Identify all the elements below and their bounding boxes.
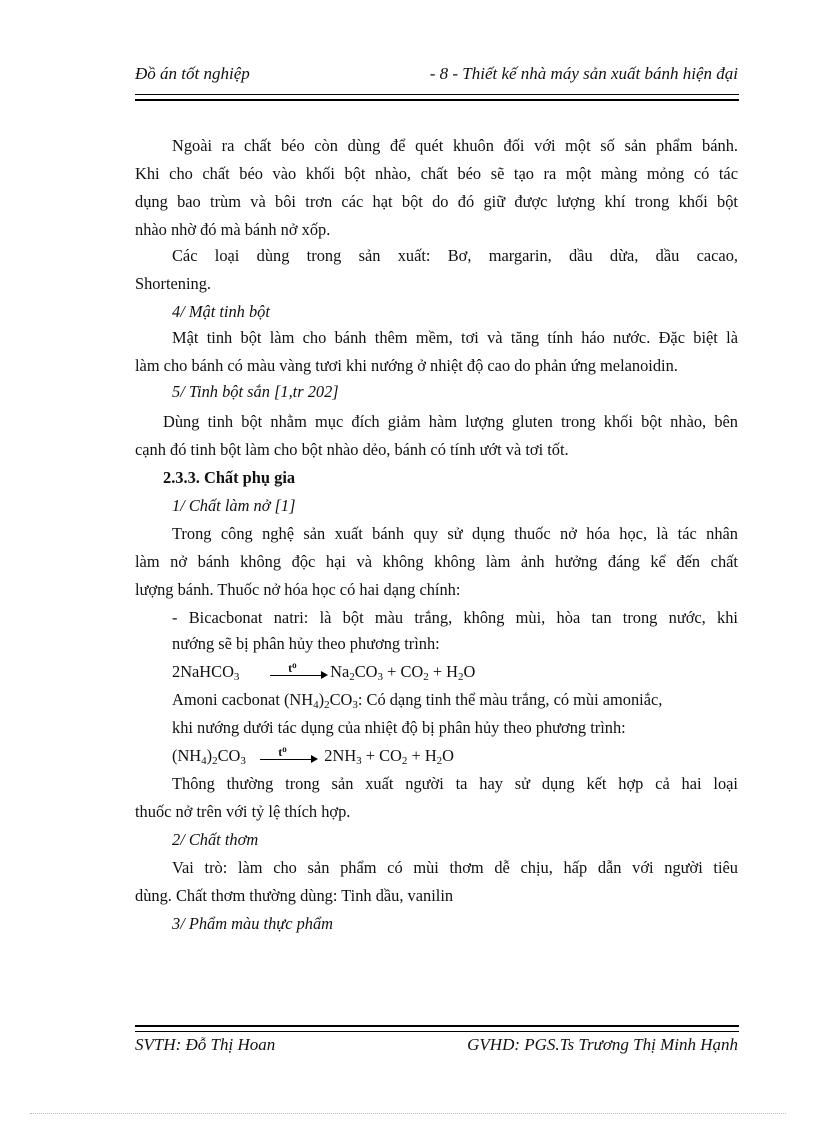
subheading-2: 2/ Chất thơm: [172, 830, 259, 849]
header-right: - 8 - Thiết kế nhà máy sản xuất bánh hiện đại: [429, 64, 738, 83]
header-rule: [135, 94, 739, 101]
paragraph-line: nướng sẽ bị phân hủy theo phương trình:: [172, 634, 440, 653]
paragraph-line: cạnh đó tinh bột làm cho bột nhào dẻo, bánh có tính ướt và tơi tốt.: [135, 440, 569, 459]
paragraph-line: nhào nhờ đó mà bánh nở xốp.: [135, 220, 331, 239]
equation-1: 2NaHCO$_3$ $t^o$ $Na_2CO_3 + CO_2 + H_2O$: [172, 660, 476, 683]
footer-right: GVHD: PGS.Ts Trương Thị Minh Hạnh: [467, 1035, 738, 1054]
paragraph-line: Vai trò: làm cho sản phẩm có mùi thơm dễ chịu, hấp dẫn với người tiêu: [172, 858, 738, 877]
subheading-1: 1/ Chất làm nở [1]: [172, 496, 296, 515]
paragraph-line: Ngoài ra chất béo còn dùng để quét khuôn đối với một số sản phẩm bánh.: [172, 136, 738, 155]
paragraph-line: khi nướng dưới tác dụng của nhiệt độ bị phân hủy theo phương trình:: [172, 718, 626, 737]
paragraph-line: làm nở bánh không độc hại và không không làm ảnh hưởng đáng kể đến chất: [135, 552, 738, 571]
paragraph-line: thuốc nở trên với tỷ lệ thích hợp.: [135, 802, 351, 821]
subheading-5: 5/ Tinh bột sắn [1,tr 202]: [172, 382, 339, 401]
paragraph-line: lượng bánh. Thuốc nở hóa học có hai dạng chính:: [135, 580, 461, 599]
paragraph-line: Trong công nghệ sản xuất bánh quy sử dụng thuốc nở hóa học, là tác nhân: [172, 524, 738, 543]
section-heading: 2.3.3. Chất phụ gia: [163, 468, 296, 487]
footer-left: SVTH: Đỗ Thị Hoan: [135, 1035, 276, 1054]
reaction-arrow: $t^o$: [260, 750, 318, 764]
paragraph-line: Amoni cacbonat $(NH_4)_2CO_3$: Có dạng tinh thể màu trắng, có mùi amoniắc,: [172, 690, 663, 711]
paragraph-line: làm cho bánh có màu vàng tươi khi nướng ở nhiệt độ cao do phản ứng melanoidin.: [135, 356, 678, 375]
paragraph-line: dụng bao trùm và bôi trơn các hạt bột do đó giữ được lượng khí trong khối bột: [135, 192, 738, 211]
footer-rule: [135, 1025, 739, 1032]
header-left: Đồ án tốt nghiệp: [135, 64, 250, 83]
paragraph-line: Thông thường trong sản xuất người ta hay sử dụng kết hợp cả hai loại: [172, 774, 738, 793]
subheading-3: 3/ Phẩm màu thực phẩm: [172, 914, 333, 933]
paragraph-line: dùng. Chất thơm thường dùng: Tinh dầu, vanilin: [135, 886, 454, 905]
paragraph-line: Shortening.: [135, 274, 212, 293]
page-edge-divider: [30, 1113, 786, 1114]
subheading-4: 4/ Mật tinh bột: [172, 302, 270, 321]
paragraph-line: - Bicacbonat natri: là bột màu trắng, không mùi, hòa tan trong nước, khi: [172, 608, 738, 627]
reaction-arrow: $t^o$: [270, 666, 328, 680]
paragraph-line: Mật tinh bột làm cho bánh thêm mềm, tơi và tăng tính háo nước. Đặc biệt là: [172, 328, 738, 347]
paragraph-line: Dùng tinh bột nhằm mục đích giảm hàm lượng gluten trong khối bột nhào, bên: [163, 412, 738, 431]
paragraph-line: Khi cho chất béo vào khối bột nhào, chất béo sẽ tạo ra một màng mỏng có tác: [135, 164, 738, 183]
equation-2: $(NH_4)_2CO_3$ $t^o$ $2NH_3 + CO_2 + H_2O$: [172, 744, 454, 767]
paragraph-line: Các loại dùng trong sản xuất: Bơ, margarin, dầu dừa, dầu cacao,: [172, 246, 738, 265]
